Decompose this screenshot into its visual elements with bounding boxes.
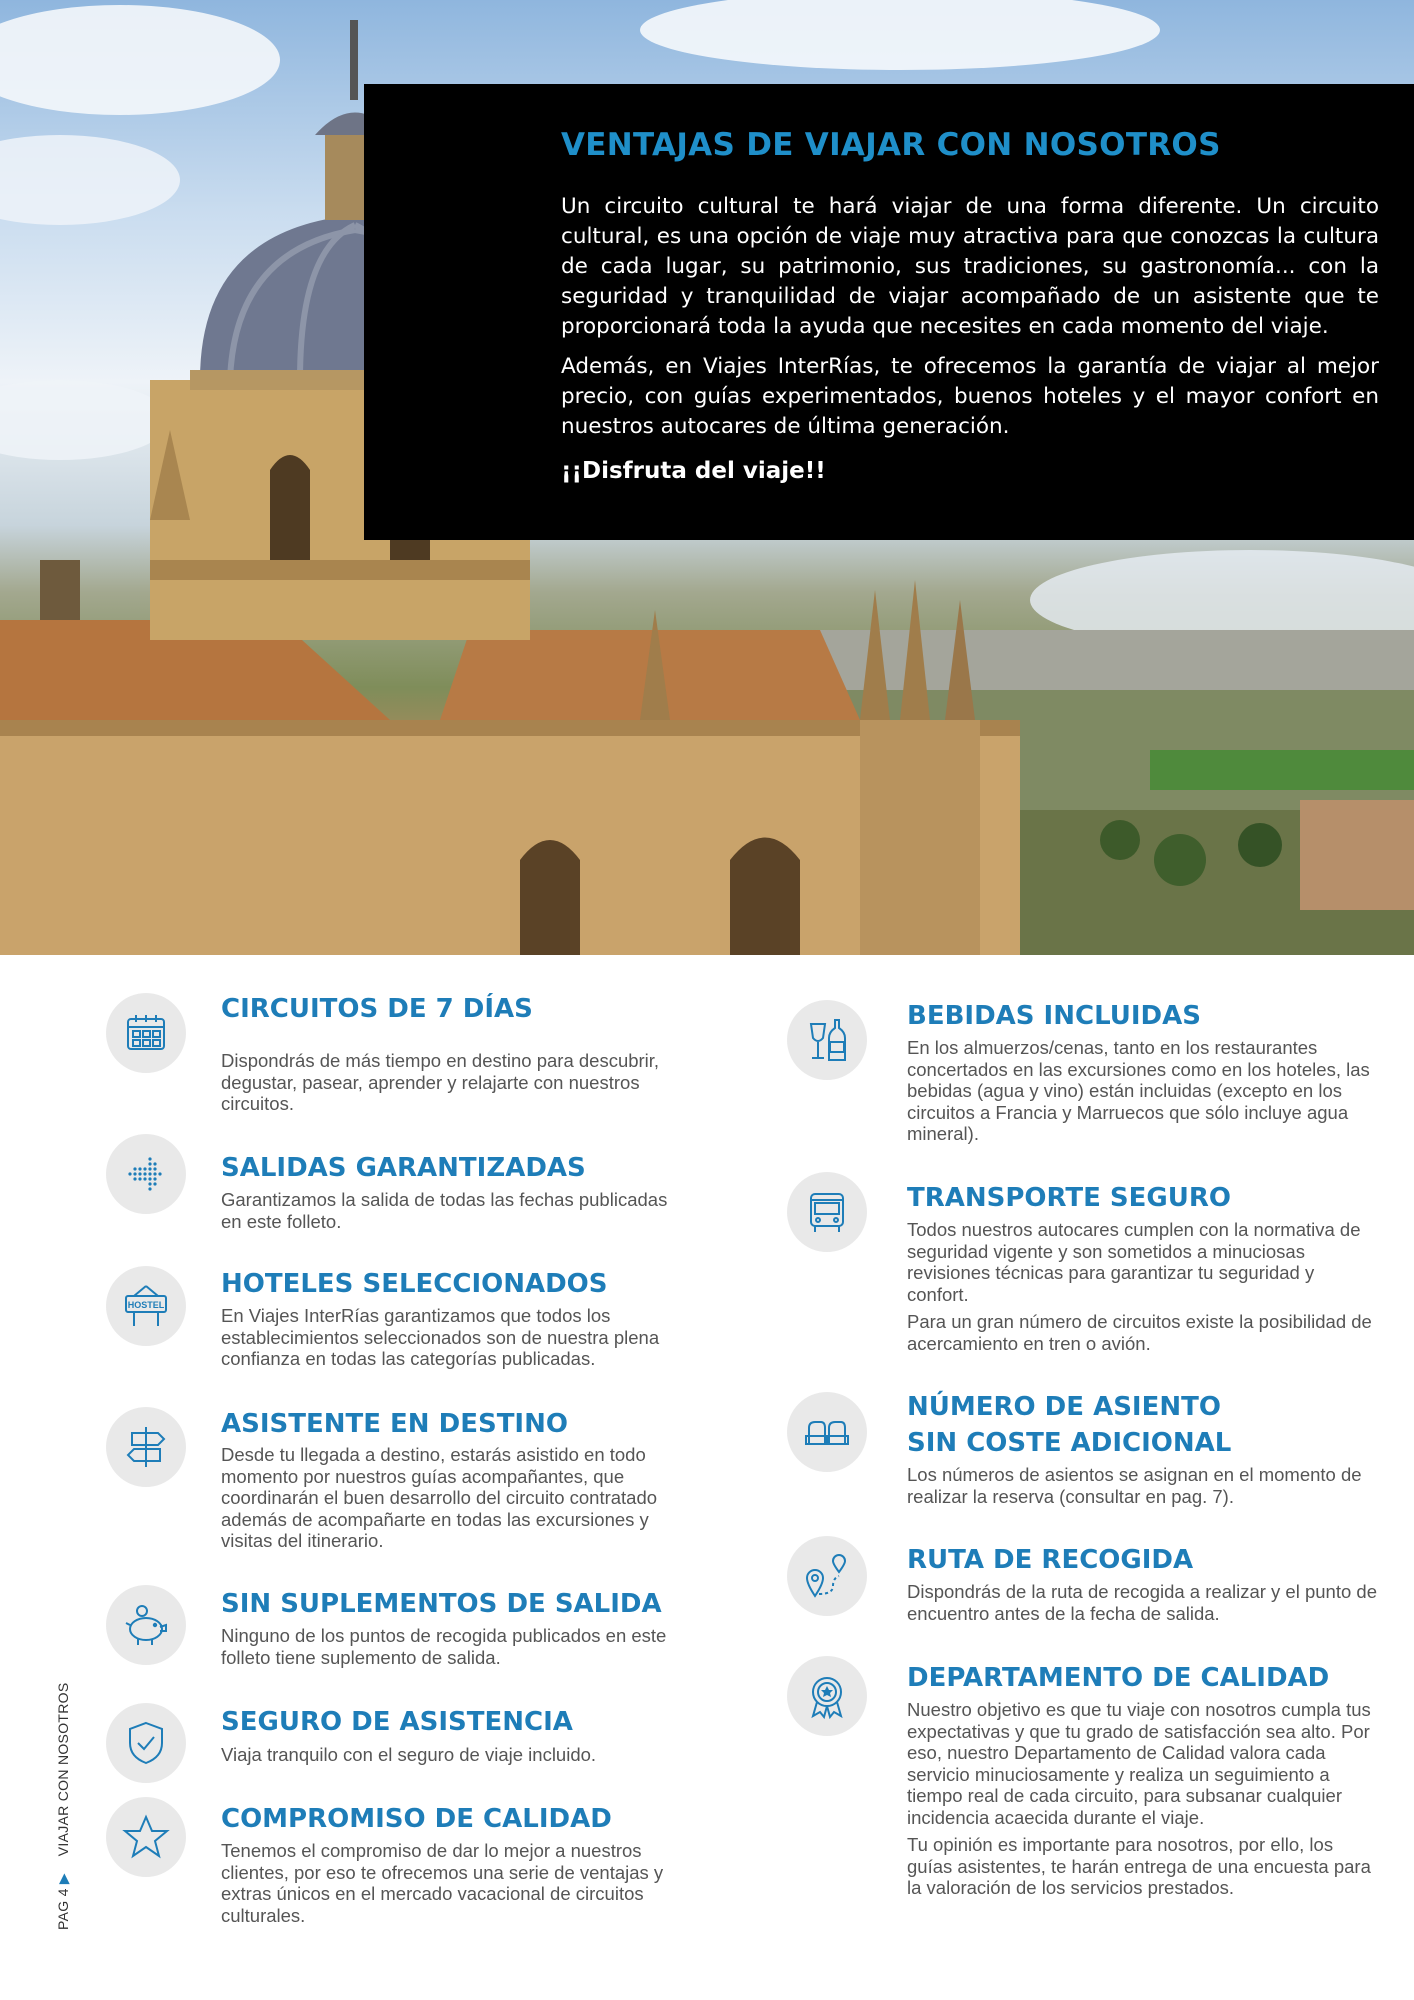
feature-title: DEPARTAMENTO DE CALIDAD bbox=[907, 1663, 1330, 1693]
intro-paragraph-2: Además, en Viajes InterRías, te ofrecemos la garantía de viajar al mejor precio, con guías experimentados, buenos hoteles y el mayor confort en nuestros autocares de última generación. bbox=[561, 354, 1379, 439]
bus-icon bbox=[787, 1172, 867, 1252]
svg-text:HOSTEL: HOSTEL bbox=[127, 1300, 165, 1310]
page-number: PAG 4 bbox=[55, 1888, 71, 1930]
feature-desc: Viaja tranquilo con el seguro de viaje incluido. bbox=[221, 1744, 597, 1765]
feature-desc: En los almuerzos/cenas, tanto en los restaurantes concertados en las excursiones como en los hoteles, las bebidas (agua y vino) están incluidas (excepto en los circuitos a Francia y Marruecos que sólo incluye agua mineral). bbox=[907, 1037, 1370, 1144]
feature-title: COMPROMISO DE CALIDAD bbox=[221, 1804, 612, 1834]
feature-desc: Los números de asientos se asignan en el momento de realizar la reserva (consultar en pag. 7). bbox=[907, 1464, 1362, 1507]
feature-desc bbox=[907, 1699, 1377, 1899]
arrow-right-icon bbox=[106, 1134, 186, 1214]
intro-cta: ¡¡Disfruta del viaje!! bbox=[561, 458, 826, 484]
feature-title: SIN SUPLEMENTOS DE SALIDA bbox=[221, 1589, 662, 1619]
quality-badge-icon bbox=[787, 1656, 867, 1736]
feature-desc: Dispondrás de la ruta de recogida a realizar y el punto de encuentro antes de la fecha de salida. bbox=[907, 1581, 1377, 1624]
feature-title: BEBIDAS INCLUIDAS bbox=[907, 1001, 1201, 1031]
feature-title: CIRCUITOS DE 7 DÍAS bbox=[221, 994, 533, 1024]
feature-desc: Dispondrás de más tiempo en destino para descubrir, degustar, pasear, aprender y relajarte con nuestros circuitos. bbox=[221, 1050, 660, 1114]
arrow-right-icon: ▶ bbox=[55, 1873, 71, 1885]
calendar-icon bbox=[106, 993, 186, 1073]
signpost-icon bbox=[106, 1407, 186, 1487]
feature-desc bbox=[907, 1219, 1377, 1354]
feature-desc-paragraph: Tu opinión es importante para nosotros, por ello, los guías asistentes, te harán entrega de una encuesta para la valoración de los servicios prestados. bbox=[907, 1834, 1371, 1898]
star-icon bbox=[106, 1797, 186, 1877]
drinks-icon bbox=[787, 1000, 867, 1080]
feature-title: RUTA DE RECOGIDA bbox=[907, 1545, 1194, 1575]
feature-desc-paragraph: Para un gran número de circuitos existe la posibilidad de acercamiento en tren o avión. bbox=[907, 1311, 1372, 1354]
feature-desc-paragraph: Nuestro objetivo es que tu viaje con nosotros cumpla tus expectativas y que tu grado de satisfacción sea alto. Por eso, nuestro Departamento de Calidad valora cada servicio minuciosamente y realiza un seguimiento a tiempo real de cada circuito, para subsanar cualquier incidencia acaecida durante el viaje. bbox=[907, 1699, 1371, 1828]
feature-desc: Tenemos el compromiso de dar lo mejor a nuestros clientes, por eso te ofrecemos una serie de ventajas y extras únicos en el mercado vacacional de circuitos culturales. bbox=[221, 1840, 664, 1926]
feature-title: SEGURO DE ASISTENCIA bbox=[221, 1707, 573, 1737]
feature-title: SALIDAS GARANTIZADAS bbox=[221, 1153, 586, 1183]
feature-desc: En Viajes InterRías garantizamos que todos los establecimientos seleccionados son de nuestra plena confianza en todas las categorías publicadas. bbox=[221, 1305, 660, 1369]
feature-title: HOTELES SELECCIONADOS bbox=[221, 1269, 608, 1299]
shield-icon bbox=[106, 1703, 186, 1783]
piggy-bank-icon bbox=[106, 1585, 186, 1665]
hostel-icon bbox=[106, 1266, 186, 1346]
feature-desc: Desde tu llegada a destino, estarás asistido en todo momento por nuestros guías acompañantes, que coordinarán el buen desarrollo del circuito contratado además de acompañarte en todas las excursiones y visitas del itinerario. bbox=[221, 1444, 658, 1551]
feature-title: NÚMERO DE ASIENTO bbox=[907, 1392, 1221, 1422]
seats-icon bbox=[787, 1392, 867, 1472]
feature-desc-paragraph: Todos nuestros autocares cumplen con la normativa de seguridad vigente y son sometidos a minuciosas revisiones técnicas para garantizar tu seguridad y confort. bbox=[907, 1219, 1361, 1305]
feature-title: ASISTENTE EN DESTINO bbox=[221, 1409, 568, 1439]
intro-paragraph-1: Un circuito cultural te hará viajar de una forma diferente. Un circuito cultural, es una opción de viaje muy atractiva para que conozcas la cultura de cada lugar, su patrimonio, sus tradiciones, su gastronomía... con la seguridad y tranquilidad de viajar acompañado de un asistente que te proporcionará toda la ayuda que necesites en cada momento del viaje. bbox=[561, 194, 1379, 339]
route-icon bbox=[787, 1536, 867, 1616]
intro-body bbox=[561, 192, 1379, 452]
feature-title-line2: SIN COSTE ADICIONAL bbox=[907, 1428, 1232, 1458]
feature-desc: Ninguno de los puntos de recogida publicados en este folleto tiene suplemento de salida. bbox=[221, 1625, 667, 1668]
section-name: VIAJAR CON NOSOTROS bbox=[55, 1682, 71, 1857]
intro-title: VENTAJAS DE VIAJAR CON NOSOTROS bbox=[561, 127, 1221, 163]
feature-title: TRANSPORTE SEGURO bbox=[907, 1183, 1231, 1213]
feature-desc: Garantizamos la salida de todas las fechas publicadas en este folleto. bbox=[221, 1189, 668, 1232]
page-footer-label bbox=[55, 1683, 72, 1930]
